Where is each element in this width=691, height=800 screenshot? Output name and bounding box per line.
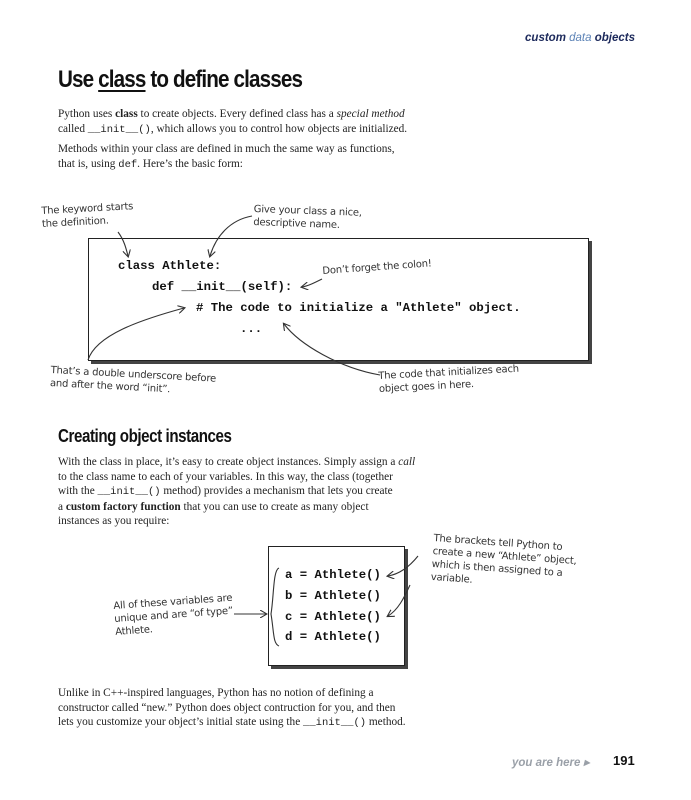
code-line: c = Athlete(): [285, 610, 381, 624]
text-line: Unlike in C++-inspired languages, Python has no notion of defining a: [58, 687, 374, 699]
running-head-part: custom: [525, 32, 566, 44]
you-are-here-label: you are here ▸: [512, 757, 590, 769]
code-line: def __init__(self):: [152, 280, 293, 294]
annotation-note: The brackets tell Python to create a new “Athlete” object, which is then assigned to a variable.: [430, 532, 577, 586]
running-head: [525, 32, 635, 44]
text-run: with the: [58, 485, 98, 497]
closing-paragraph: [58, 686, 458, 731]
text-run: custom factory function: [65, 500, 181, 513]
running-head-part: objects: [594, 32, 635, 44]
text-run: special method: [336, 108, 405, 120]
code-line: # The code to initialize a "Athlete" object.: [196, 301, 521, 315]
text-line: to the class name to each of your variables. In this way, the class (together: [58, 470, 393, 483]
text-run: that is, using: [58, 157, 119, 170]
annotation-note: All of these variables are unique and are “of type” Athlete.: [113, 592, 234, 638]
text-line: constructor called “new.” Python does object contruction for you, and then: [58, 701, 396, 714]
code-box: [88, 238, 589, 361]
text-run: call: [398, 456, 416, 468]
section-heading: [58, 66, 302, 94]
annotation-note: The code that initializes each object goes in here.: [378, 363, 520, 395]
instances-paragraph: [58, 455, 458, 529]
text-run: Python uses: [58, 108, 116, 120]
text-run: , which allows you to control how objects are initialized.: [150, 122, 408, 135]
code-line: b = Athlete(): [285, 589, 381, 603]
text-run: With the class in place, it’s easy to create object instances. Simply assign a: [58, 456, 399, 468]
text-run: that you can use to create as many object: [180, 500, 369, 513]
intro-paragraph: [58, 142, 448, 172]
inline-code: __init__(): [87, 123, 151, 136]
subsection-heading: Creating object instances: [58, 426, 232, 446]
heading-text: to define classes: [145, 66, 303, 93]
code-box: [268, 546, 405, 666]
inline-code: __init__(): [97, 486, 161, 498]
code-line: class Athlete:: [118, 259, 222, 273]
annotation-note: Give your class a nice, descriptive name.: [253, 203, 363, 232]
text-run: method) provides a mechanism that lets you create: [160, 485, 393, 497]
page-number: 191: [613, 753, 635, 768]
code-line: ...: [240, 322, 263, 336]
text-run: a: [58, 500, 66, 513]
text-run: lets you customize your object’s initial state using the: [58, 716, 304, 728]
heading-text: Use: [58, 66, 99, 93]
inline-code: def: [118, 158, 138, 171]
inline-code: __init__(): [303, 717, 367, 729]
intro-paragraph: [58, 107, 448, 137]
code-line: d = Athlete(): [285, 630, 381, 644]
annotation-note: Don’t forget the colon!: [322, 258, 433, 277]
heading-keyword: class: [98, 66, 146, 93]
text-line: instances as you require:: [58, 515, 170, 527]
text-run: called: [58, 122, 88, 135]
text-run: to create objects. Every defined class has a: [137, 108, 337, 120]
text-run: method.: [366, 716, 406, 728]
code-line: a = Athlete(): [285, 568, 381, 582]
text-line: Methods within your class are defined in much the same way as functions,: [58, 143, 395, 155]
annotation-note: The keyword starts the definition.: [41, 201, 134, 230]
annotation-note: That’s a double underscore before and after the word “init”.: [49, 364, 217, 396]
text-run: class: [115, 108, 138, 120]
text-run: . Here’s the basic form:: [137, 157, 243, 170]
running-head-part: data: [569, 32, 592, 44]
